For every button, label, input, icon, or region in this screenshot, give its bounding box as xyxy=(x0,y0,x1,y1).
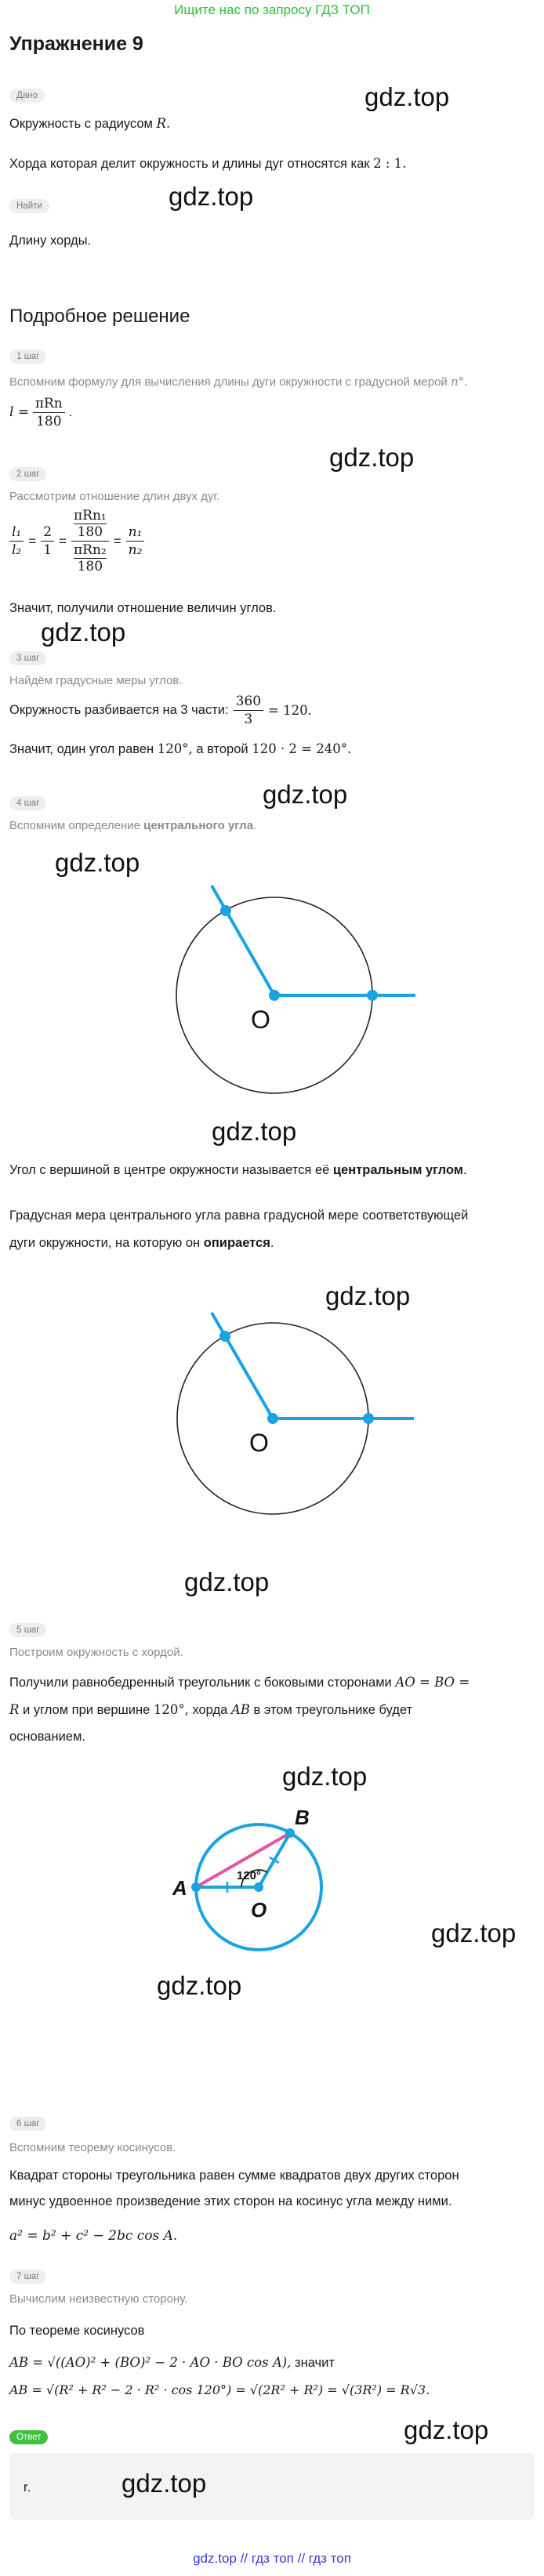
step-7-note: Вычислим неизвестную сторону. xyxy=(9,2292,188,2306)
cosine-theorem-formula: a² = b² + c² − 2bc cos A. xyxy=(9,2228,178,2244)
formula-1-math: AB = √((AO)² + (BO)² − 2 · AO · BO cos A), xyxy=(9,2355,292,2370)
formula-fraction xyxy=(33,396,65,429)
division-num: 360 xyxy=(234,694,263,711)
definition-start: Угол с вершиной в центре окружности называется её xyxy=(9,1163,330,1177)
ratio-n1: n₁ xyxy=(126,524,145,542)
step-3-note: Найдём градусные меры углов. xyxy=(9,674,183,687)
step-5-chord: AB xyxy=(230,1702,250,1717)
watermark: gdz.top xyxy=(364,82,450,111)
step-2-conclusion: Значит, получили отношение величин углов. xyxy=(9,601,277,615)
label-a: A xyxy=(172,1876,187,1900)
central-angle-definition xyxy=(9,1163,467,1178)
ratio-one: 1 xyxy=(43,542,53,558)
step-6-label: 6 шаг xyxy=(9,2117,46,2131)
footer-links[interactable]: gdz.top // гдз топ // гдз топ xyxy=(193,2551,351,2566)
step-5-line-2 xyxy=(9,1702,412,1718)
point-a xyxy=(191,1882,201,1892)
ratio-two-one xyxy=(41,524,54,558)
given-line-1-text: Окружность с радиусом xyxy=(9,117,153,131)
cosine-theorem-line-2: минус удвоенное произведение этих сторон на косинус угла между ними. xyxy=(9,2194,452,2208)
watermark: gdz.top xyxy=(157,1971,242,2000)
watermark: gdz.top xyxy=(282,1762,368,1791)
step-5-radius: R xyxy=(9,1702,20,1717)
angle-label: 120° xyxy=(237,1869,262,1882)
step-4-note-end: . xyxy=(253,819,257,832)
step-3-badge xyxy=(9,650,46,665)
step-5-label: 5 шаг xyxy=(9,1623,46,1637)
step-5-note: Построим окружность с хордой. xyxy=(9,1646,183,1659)
step-4-note-start: Вспомним определение xyxy=(9,819,140,832)
step-5-line-3: основанием. xyxy=(9,1730,85,1744)
step-3-line-2 xyxy=(9,741,351,757)
label-o: O xyxy=(251,1898,267,1922)
step-7-formula-1 xyxy=(9,2355,335,2371)
formula-denominator: 180 xyxy=(36,414,62,429)
step-5-angle: 120°, xyxy=(153,1702,189,1717)
arc-ratio-formula xyxy=(9,508,144,574)
central-angle-diagram-2 xyxy=(165,1301,423,1536)
circle-point-top xyxy=(219,1331,230,1342)
ratio-l2: l₂ xyxy=(12,542,22,558)
step-3-line-1 xyxy=(9,694,312,727)
step-1-badge xyxy=(9,349,46,363)
find-text: Длину хорды. xyxy=(9,234,92,248)
answer-text: r. xyxy=(24,2480,31,2494)
division-fraction xyxy=(234,694,263,727)
step-1-note xyxy=(9,375,468,389)
given-line-2-ratio: 2 : 1. xyxy=(373,156,407,171)
step-4-label: 4 шаг xyxy=(9,796,46,810)
step-5-line-1 xyxy=(9,1675,470,1690)
step-6-note: Вспомним теорему косинусов. xyxy=(9,2141,176,2154)
compound-top-num: πRn₁ xyxy=(73,508,107,524)
step-3-line-1-text: Окружность разбивается на 3 части: xyxy=(9,703,229,717)
center-label: O xyxy=(249,1429,269,1457)
watermark: gdz.top xyxy=(169,182,254,211)
watermark: gdz.top xyxy=(263,780,348,809)
compound-top-den: 180 xyxy=(77,524,103,540)
watermark: gdz.top xyxy=(325,1281,411,1310)
step-5-line-2-text: и углом при вершине xyxy=(23,1703,151,1717)
label-b: B xyxy=(295,1806,310,1829)
division-den: 3 xyxy=(244,712,253,727)
step-5-line-2-text3: в этом треугольнике будет xyxy=(253,1703,413,1717)
degree-measure-start: дуги окружности, на которую он xyxy=(9,1236,201,1250)
watermark: gdz.top xyxy=(55,848,140,877)
compound-bottom-den: 180 xyxy=(77,559,103,574)
circle-point-right xyxy=(367,990,378,1001)
step-3-line-2-text2: а второй xyxy=(196,742,248,756)
definition-end: . xyxy=(462,1163,467,1177)
find-badge xyxy=(9,198,49,212)
step-7-line-1: По теореме косинусов xyxy=(9,2324,145,2338)
watermark: gdz.top xyxy=(121,2469,207,2498)
step-2-label: 2 шаг xyxy=(9,467,46,481)
step-4-note xyxy=(9,819,256,832)
step-5-line-2-text2: хорда xyxy=(192,1703,228,1717)
compound-bottom xyxy=(71,542,109,574)
circle-point-top xyxy=(220,905,231,916)
ratio-two: 2 xyxy=(41,524,54,542)
circle-point-right xyxy=(363,1413,374,1424)
step-1-note-text: Вспомним формулу для вычисления длины дуги окружности с градусной мерой xyxy=(9,375,448,389)
formula-end: . xyxy=(68,404,73,419)
equals-sign: = xyxy=(28,533,37,549)
center-point xyxy=(267,1413,278,1424)
step-3-line-2-text: Значит, один угол равен xyxy=(9,742,154,756)
step-4-badge xyxy=(9,795,46,810)
ratio-n xyxy=(126,524,145,558)
solution-title: Подробное решение xyxy=(9,306,190,327)
point-b xyxy=(285,1828,295,1838)
point-o xyxy=(254,1882,263,1892)
compound-bottom-num: πRn₂ xyxy=(73,542,107,558)
definition-bold: центральным углом xyxy=(332,1163,463,1177)
central-angle-diagram-1 xyxy=(165,870,423,1113)
ratio-n2: n₂ xyxy=(128,542,143,558)
given-line-1 xyxy=(9,116,170,132)
given-badge xyxy=(9,88,45,102)
answer-badge xyxy=(9,2429,48,2444)
degree-measure-end: . xyxy=(270,1236,274,1250)
step-3-label: 3 шаг xyxy=(9,651,46,665)
watermark: gdz.top xyxy=(184,1567,270,1596)
watermark: gdz.top xyxy=(212,1117,297,1146)
top-search-banner[interactable]: Ищите нас по запросу ГДЗ ТОП xyxy=(174,2,370,17)
center-label: O xyxy=(251,1005,270,1034)
formula-numerator: πRn xyxy=(33,396,65,413)
equals-sign: = xyxy=(113,533,121,549)
given-line-2-text: Хорда которая делит окружность и длины дуг относятся как xyxy=(9,157,370,171)
degree-measure-line-1: Градусная мера центрального угла равна градусной мере соответствующей xyxy=(9,1208,469,1223)
step-5-line-1-text: Получили равнобедренный треугольник с боковыми сторонами xyxy=(9,1676,392,1690)
step-7-badge xyxy=(9,2269,46,2283)
step-5-badge xyxy=(9,1622,46,1636)
step-1-label: 1 шаг xyxy=(9,350,46,364)
watermark: gdz.top xyxy=(329,443,415,472)
watermark: gdz.top xyxy=(404,2415,489,2444)
watermark: gdz.top xyxy=(41,618,126,647)
answer-label: Ответ xyxy=(9,2430,48,2444)
step-3-line-2-angle1: 120°, xyxy=(157,741,193,756)
compound-top xyxy=(71,508,109,542)
answer-box xyxy=(9,2453,535,2520)
step-1-note-var: n°. xyxy=(451,375,468,389)
given-line-1-var: R. xyxy=(156,116,171,131)
degree-measure-bold: опирается xyxy=(203,1236,270,1250)
equals-sign: = xyxy=(59,533,67,549)
find-label: Найти xyxy=(9,199,49,213)
cosine-theorem-line-1: Квадрат стороны треугольника равен сумме квадратов двух других сторон xyxy=(9,2168,459,2183)
given-line-2 xyxy=(9,156,406,172)
degree-measure-line-2 xyxy=(9,1236,274,1251)
chord-diagram xyxy=(149,1795,353,1959)
step-7-label: 7 шаг xyxy=(9,2270,46,2284)
step-4-note-bold: центрального угла xyxy=(143,819,254,832)
radius-slanted xyxy=(212,1313,273,1418)
step-5-line-1-math: AO = BO = xyxy=(395,1675,470,1690)
formula-lhs: l = xyxy=(9,404,30,420)
ratio-l1: l₁ xyxy=(9,524,24,542)
center-point xyxy=(269,990,280,1001)
ratio-compound xyxy=(71,508,109,574)
step-2-badge xyxy=(9,466,46,480)
step-6-badge xyxy=(9,2116,46,2130)
step-3-line-2-angle2: 120 · 2 = 240°. xyxy=(252,741,352,756)
step-7-formula-2: AB = √(R² + R² − 2 · R² · cos 120°) = √(2R² + R²) = √(3R²) = R√3. xyxy=(9,2382,430,2397)
watermark: gdz.top xyxy=(431,1918,517,1947)
division-result: = 120. xyxy=(268,703,312,718)
step-2-note: Рассмотрим отношение длин двух дуг. xyxy=(9,490,220,503)
exercise-title: Упражнение 9 xyxy=(9,33,143,55)
ratio-l xyxy=(9,524,24,558)
given-label: Дано xyxy=(9,89,45,103)
formula-1-tail: значит xyxy=(295,2356,335,2370)
arc-length-formula xyxy=(9,396,72,429)
